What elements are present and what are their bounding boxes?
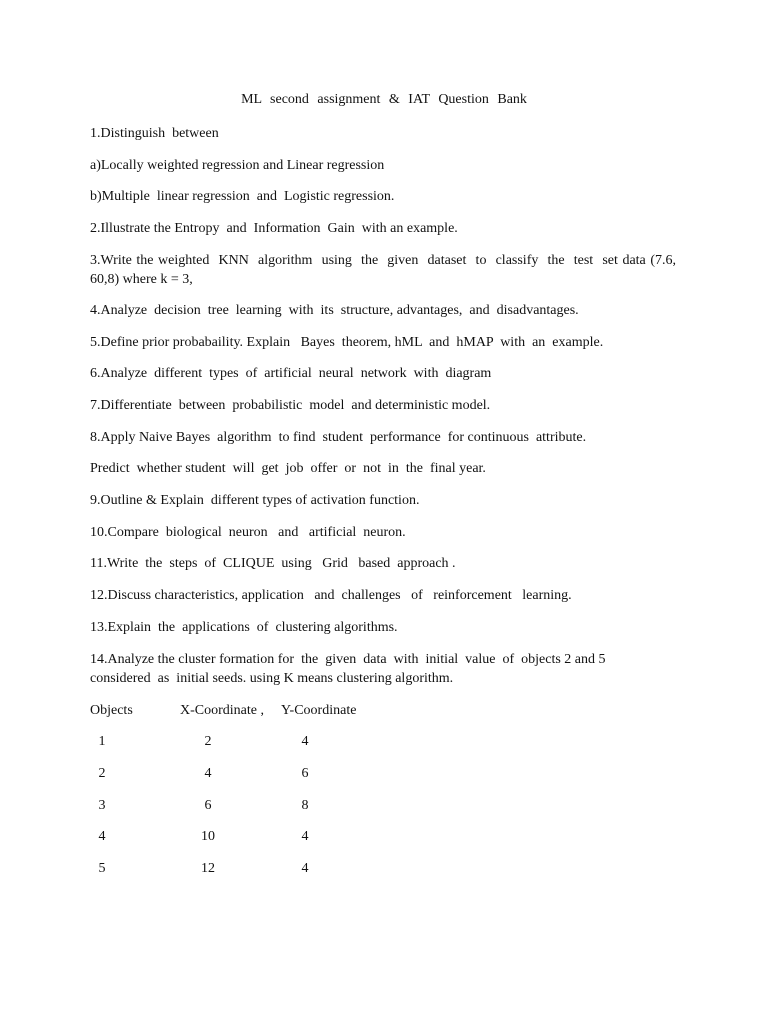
question-7: 7.Differentiate between probabilistic model and deterministic model.	[90, 398, 491, 413]
question-2: 2.Illustrate the Entropy and Information Gain with an example.	[90, 221, 458, 236]
question-5: 5.Define prior probabaility. Explain Bayes theorem, hML and hMAP with an example.	[90, 335, 604, 350]
table-cell-object: 5	[98, 861, 106, 876]
document-title: ML second assignment & IAT Question Bank	[241, 92, 527, 107]
table-cell-x: 6	[204, 798, 212, 813]
question-14: 14.Analyze the cluster formation for the given data with initial value of objects 2 and 5 considered as initial seeds. using K means clustering algorithm.	[90, 652, 610, 686]
table-cell-object: 3	[98, 798, 106, 813]
question-6: 6.Analyze different types of artificial neural network with diagram	[90, 366, 492, 381]
question-1a: a)Locally weighted regression and Linear regression	[90, 158, 385, 173]
question-3: 3.Write the weighted KNN algorithm using the given dataset to classify the test set data (7.6, 60,8) where k = 3,	[90, 253, 680, 287]
question-4: 4.Analyze decision tree learning with its structure, advantages, and disadvantages.	[90, 303, 579, 318]
table-cell-x: 2	[204, 734, 212, 749]
table-cell-x: 12	[201, 861, 215, 876]
question-8-continued: Predict whether student will get job offer or not in the final year.	[90, 461, 486, 476]
question-1: 1.Distinguish between	[90, 126, 219, 141]
table-cell-y: 6	[301, 766, 309, 781]
table-cell-x: 4	[204, 766, 212, 781]
table-cell-y: 8	[301, 798, 309, 813]
table-cell-x: 10	[201, 829, 215, 844]
question-13: 13.Explain the applications of clustering algorithms.	[90, 620, 398, 635]
table-cell-y: 4	[301, 861, 309, 876]
table-header-y: Y-Coordinate	[281, 703, 357, 718]
question-1b: b)Multiple linear regression and Logistic regression.	[90, 189, 395, 204]
question-12: 12.Discuss characteristics, application and challenges of reinforcement learning.	[90, 588, 572, 603]
table-cell-object: 4	[98, 829, 106, 844]
question-11: 11.Write the steps of CLIQUE using Grid based approach .	[90, 556, 456, 571]
table-header-x: X-Coordinate ,	[180, 703, 264, 718]
question-9: 9.Outline & Explain different types of activation function.	[90, 493, 420, 508]
table-cell-object: 2	[98, 766, 106, 781]
table-cell-y: 4	[301, 829, 309, 844]
table-cell-object: 1	[98, 734, 106, 749]
question-10: 10.Compare biological neuron and artificial neuron.	[90, 525, 406, 540]
question-8: 8.Apply Naive Bayes algorithm to find student performance for continuous attribute.	[90, 430, 587, 445]
table-header-objects: Objects	[90, 703, 133, 718]
table-cell-y: 4	[301, 734, 309, 749]
